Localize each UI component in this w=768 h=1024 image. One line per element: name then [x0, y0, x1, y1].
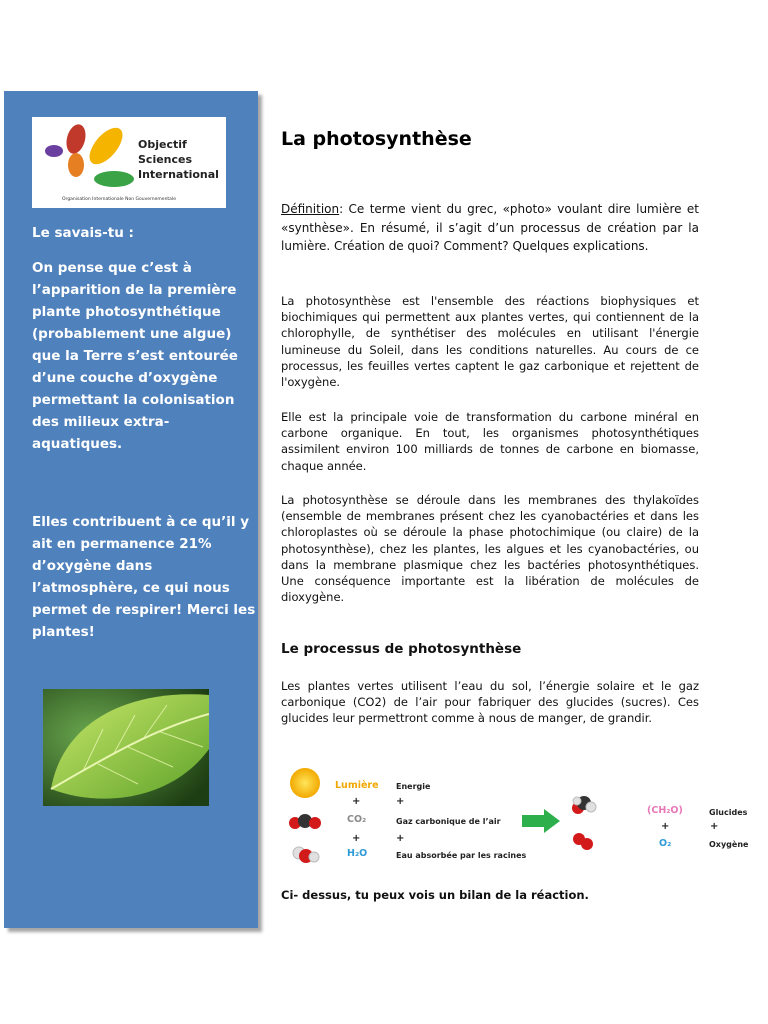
glucide-molecule-icon: [572, 796, 596, 814]
diagram-caption: Ci- dessus, tu peux vois un bilan de la réaction.: [281, 888, 589, 902]
paragraph-1: La photosynthèse est l'ensemble des réactions biophysiques et biochimiques qui permettent aux plantes vertes, qui contiennent de la chlorophylle, de synthétiser des molécules en utilisant l'énergie lumineuse du Soleil, dans les conditions naturelles. Au cours de ce processus, les feuilles vertes captent le gaz carbonique et rejettent de l'oxygène.: [281, 294, 699, 390]
label-glucides: Glucides: [709, 808, 748, 817]
label-oxygene: Oxygène: [709, 840, 749, 849]
label-light: Lumière: [335, 780, 379, 791]
section-subtitle: Le processus de photosynthèse: [281, 641, 522, 657]
sidebar-paragraph-1: On pense que c’est à l’apparition de la première plante photosynthétique (probablement une algue) que la Terre s’est entourée d’une couche d’oxygène permettant la colonisation des milieux extra-aquatiques.: [32, 260, 238, 452]
paragraph-3: La photosynthèse se déroule dans les membranes des thylakoïdes (ensemble de membranes présent chez les cyanobactéries et dans les chloroplastes où se déroule la phase photochimique (ou claire) de la photosynthèse), chez les plantes, les algues et les cyanobactéries, ou dans la membrane plasmique chez les bactéries photosynthétiques. Une conséquence importante est la libération de molécules de dioxygène.: [281, 493, 699, 605]
label-h2o: H₂O: [347, 848, 368, 859]
label-h2o-description: Eau absorbée par les racines: [396, 851, 527, 860]
definition-text: : Ce terme vient du grec, «photo» voulant dire lumière et «synthèse». En résumé, il s’agit d’un processus de création par la lumière. Création de quoi? Comment? Quelques explications.: [281, 202, 699, 253]
sidebar-paragraph-2: Elles contribuent à ce qu’il y ait en permanence 21% d’oxygène dans l’atmosphère, ce qui nous permet de respirer! Merci les plantes!: [32, 514, 256, 640]
logo: [32, 117, 226, 208]
plus-sign-2: +: [396, 796, 405, 807]
logo-line-2: Sciences: [138, 153, 193, 166]
sidebar: [4, 91, 258, 928]
h2o-molecule-icon: [293, 847, 319, 863]
page-title: La photosynthèse: [281, 128, 472, 150]
plus-sign-5: +: [661, 821, 670, 832]
reaction-arrow-icon: [522, 809, 560, 833]
definition-paragraph: [281, 200, 699, 256]
label-ch2o: (CH₂O): [647, 805, 683, 816]
logo-purple-shape: [45, 145, 63, 157]
plus-sign-6: +: [710, 821, 719, 832]
plus-sign-3: +: [352, 833, 361, 844]
leaf-image: [43, 689, 209, 806]
logo-subtitle: Organisation Internationale Non Gouvernementale: [62, 197, 176, 202]
label-co2: CO₂: [347, 814, 367, 825]
label-energy: Energie: [396, 782, 431, 791]
logo-line-3: International: [138, 168, 219, 181]
leaf-illustration: [43, 689, 209, 806]
sun-icon: [290, 768, 320, 798]
plus-sign-4: +: [396, 833, 405, 844]
logo-yellow-shape: [83, 122, 128, 170]
paragraph-4: Les plantes vertes utilisent l’eau du sol, l’énergie solaire et le gaz carbonique (CO2) de l’air pour fabriquer des glucides (sucres). Ces glucides leur permettront comme à nous de manger, de grandir.: [281, 679, 699, 726]
logo-green-shape: [94, 171, 134, 187]
co2-molecule-icon: [289, 814, 321, 829]
logo-line-1: Objectif: [138, 138, 187, 151]
logo-text: [138, 137, 219, 182]
definition-label: Définition: [281, 202, 340, 216]
sidebar-heading: Le savais-tu :: [32, 225, 134, 241]
logo-red-shape: [63, 122, 88, 156]
label-co2-description: Gaz carbonique de l’air: [396, 817, 501, 826]
logo-orange-shape: [68, 153, 84, 177]
plus-sign-1: +: [352, 796, 361, 807]
o2-molecule-icon: [573, 833, 593, 850]
logo-shapes: [38, 121, 138, 201]
label-o2: O₂: [659, 838, 672, 849]
photosynthesis-diagram: [280, 763, 760, 873]
paragraph-2: Elle est la principale voie de transformation du carbone minéral en carbone organique. En tout, les organismes photosynthétiques assimilent environ 100 milliards de tonnes de carbone en biomasse, chaque année.: [281, 410, 699, 473]
